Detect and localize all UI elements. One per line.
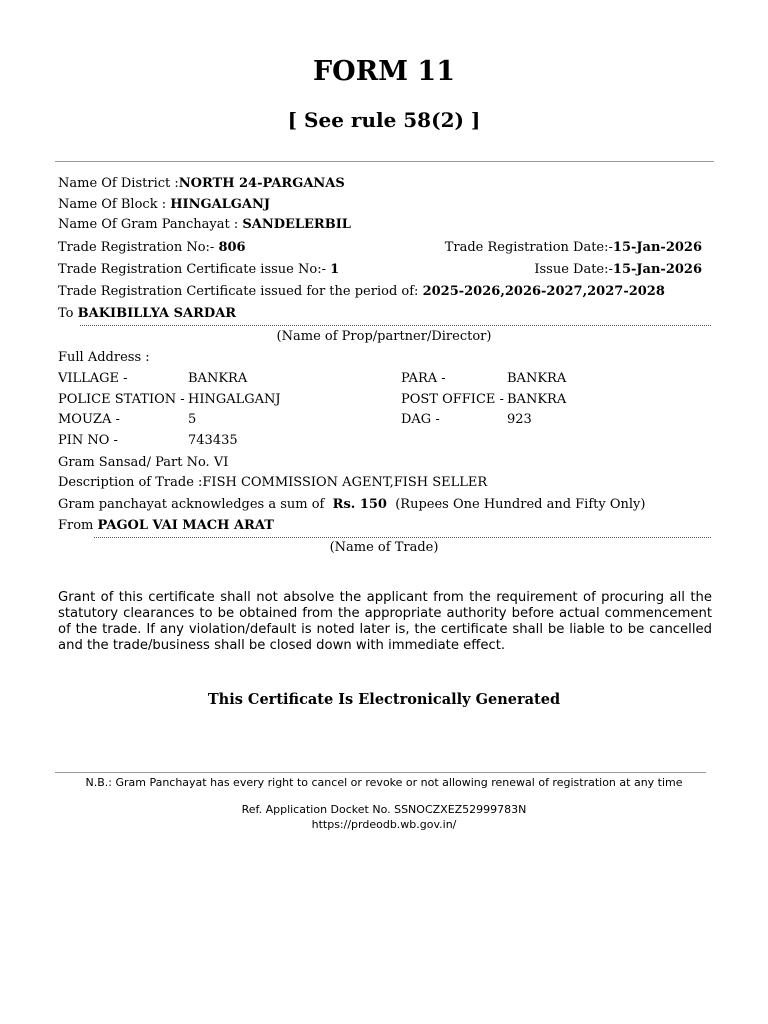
- top-divider: [55, 161, 714, 162]
- proprietor-dotted-line: [80, 325, 711, 326]
- rule-subtitle: [ See rule 58(2) ]: [287, 108, 481, 132]
- gram-panchayat-label: Name Of Gram Panchayat :: [58, 217, 243, 232]
- footer-divider: [55, 772, 706, 773]
- block-label: Name Of Block :: [58, 197, 171, 212]
- acknowledgement-words: (Rupees One Hundred and Fifty Only): [395, 497, 646, 512]
- village-value: BANKRA: [188, 371, 248, 386]
- period-value: 2025-2026,2026-2027,2027-2028: [422, 284, 665, 299]
- gram-panchayat-row: [58, 217, 351, 233]
- post-office-value: BANKRA: [507, 392, 567, 407]
- gram-panchayat-value: SANDELERBIL: [242, 217, 351, 232]
- district-row: [58, 176, 345, 192]
- dag-label: DAG -: [401, 412, 440, 427]
- form-title: FORM 11: [313, 56, 455, 87]
- full-address-heading: Full Address :: [58, 350, 150, 365]
- acknowledgement-amount: Rs. 150: [332, 497, 387, 512]
- village-label: VILLAGE -: [58, 371, 128, 386]
- para-label: PARA -: [401, 371, 446, 386]
- para-value: BANKRA: [507, 371, 567, 386]
- district-value: NORTH 24-PARGANAS: [178, 176, 345, 191]
- period-label: Trade Registration Certificate issued for the period of:: [58, 284, 423, 299]
- dag-value: 923: [507, 412, 532, 427]
- certificate-issue-no-label: Trade Registration Certificate issue No:-: [58, 262, 331, 277]
- gram-sansad: Gram Sansad/ Part No. VI: [58, 455, 229, 470]
- grant-paragraph: Grant of this certificate shall not absolve the applicant from the requirement of procuring all the statutory clearances to be obtained from the appropriate authority before actual commencement of the trade. If any violation/default is noted later is, the certificate shall be liable to be cancelled and the trade/business shall be closed down with immediate effect.: [58, 590, 712, 653]
- registration-no-label: Trade Registration No:-: [58, 240, 219, 255]
- period-row: [58, 284, 665, 300]
- issue-date-row: [534, 262, 702, 278]
- registration-no-row: [58, 240, 246, 256]
- registration-date-value: 15-Jan-2026: [612, 240, 702, 255]
- block-row: [58, 197, 270, 213]
- from-label: From: [58, 518, 98, 533]
- mouza-value: 5: [188, 412, 197, 427]
- trade-description: Description of Trade :FISH COMMISSION AGENT,FISH SELLER: [58, 475, 488, 490]
- trade-dotted-line: [94, 537, 711, 538]
- police-station-label: POLICE STATION -: [58, 392, 185, 407]
- registration-date-label: Trade Registration Date:-: [444, 240, 613, 255]
- pin-label: PIN NO -: [58, 433, 118, 448]
- post-office-label: POST OFFICE -: [401, 392, 504, 407]
- trade-caption: (Name of Trade): [329, 540, 439, 555]
- trade-name: PAGOL VAI MACH ARAT: [97, 518, 274, 533]
- pin-value: 743435: [188, 433, 238, 448]
- electronic-note: This Certificate Is Electronically Generated: [207, 691, 561, 708]
- footer-nb: N.B.: Gram Panchayat has every right to cancel or revoke or not allowing renewal of registration at any time: [85, 776, 683, 789]
- proprietor-name: BAKIBILLYA SARDAR: [77, 306, 237, 321]
- issue-date-value: 15-Jan-2026: [612, 262, 702, 277]
- certificate-issue-no-value: 1: [330, 262, 340, 277]
- docket-reference: Ref. Application Docket No. SSNOCZXEZ52999783N: [241, 803, 527, 816]
- to-label: To: [58, 306, 78, 321]
- block-value: HINGALGANJ: [170, 197, 271, 212]
- registration-date-row: [445, 240, 702, 256]
- from-row: [58, 518, 274, 534]
- issue-date-label: Issue Date:-: [534, 262, 613, 277]
- certificate-issue-no-row: [58, 262, 339, 278]
- registration-no-value: 806: [218, 240, 246, 255]
- to-row: [58, 306, 236, 322]
- footer-url[interactable]: https://prdeodb.wb.gov.in/: [311, 818, 457, 831]
- proprietor-caption: (Name of Prop/partner/Director): [276, 329, 492, 344]
- mouza-label: MOUZA -: [58, 412, 120, 427]
- police-station-value: HINGALGANJ: [188, 392, 281, 407]
- acknowledgement-label: Gram panchayat acknowledges a sum of: [58, 497, 329, 512]
- district-label: Name Of District :: [58, 176, 179, 191]
- acknowledgement-row: [58, 497, 645, 513]
